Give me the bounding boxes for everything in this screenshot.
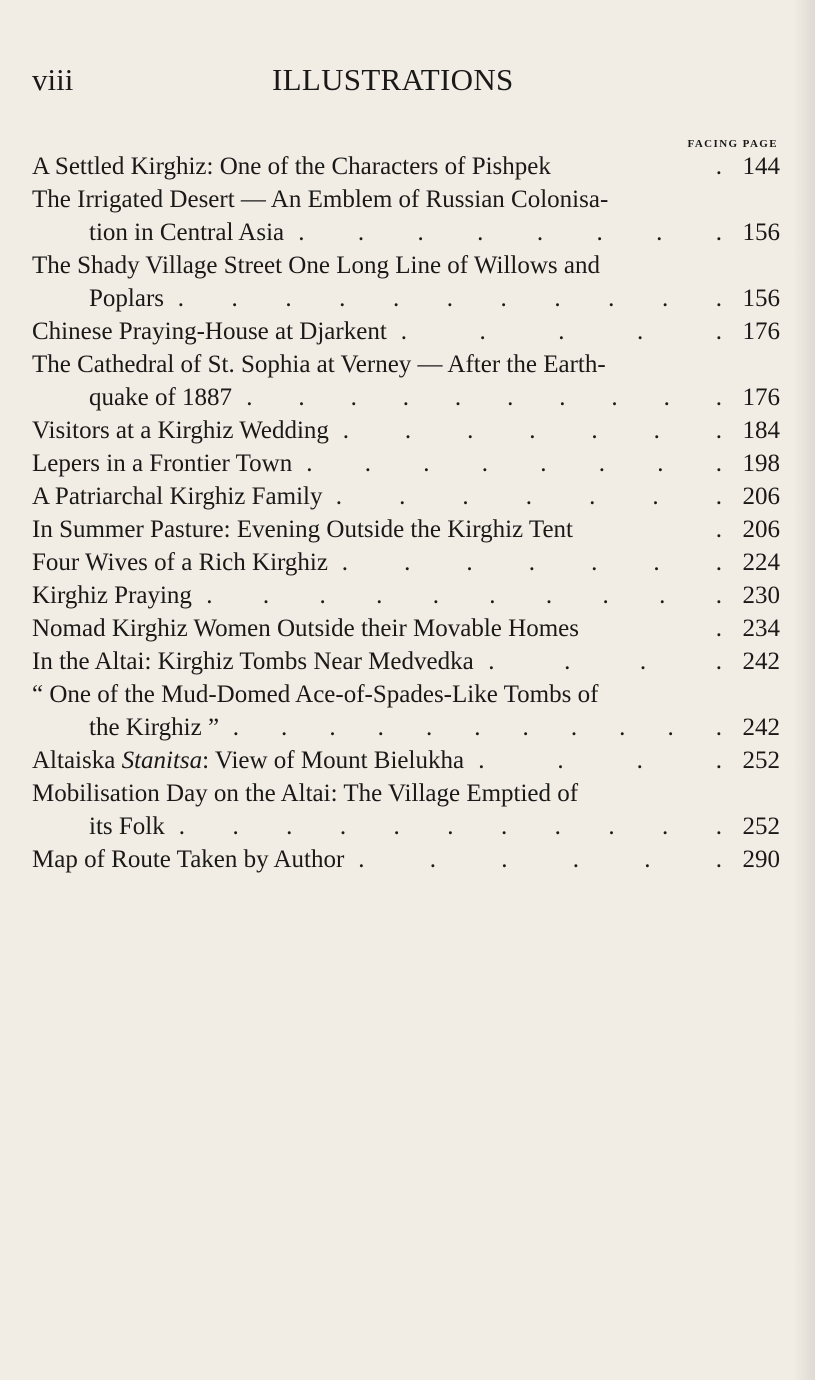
illustration-caption: quake of 1887 [89,384,233,411]
illustration-caption: Visitors at a Kirghiz Wedding [32,417,329,444]
illustration-caption: Chinese Praying-House at Djarkent [32,318,387,345]
page-reference: 176 [742,318,780,345]
page-reference: 242 [742,714,780,741]
dot-leader: . . . . . . . . . . . [232,714,722,741]
list-item [32,150,780,183]
illustration-caption: The Shady Village Street One Long Line of Willows and [32,252,600,279]
illustration-caption: The Cathedral of St. Sophia at Verney — After the Earth- [32,351,606,378]
page-reference: 206 [742,516,780,543]
list-item [32,348,780,381]
page-reference: 252 [742,813,780,840]
page-reference: 176 [742,384,780,411]
illustration-caption: In the Altai: Kirghiz Tombs Near Medvedka [32,648,474,675]
list-item [32,744,780,777]
page-reference: 206 [742,483,780,510]
page-reference: 156 [742,285,780,312]
illustration-caption: A Settled Kirghiz: One of the Characters of Pishpek [32,153,551,180]
page-reference: 290 [742,846,780,873]
dot-leader: . . . . . . . [335,483,722,510]
caption-text: : View of Mount Bielukha [202,747,465,774]
page-reference: 184 [742,417,780,444]
dot-leader: . [715,615,722,642]
dot-leader: . . . . . . . . [298,219,722,246]
dot-leader: . [715,153,722,180]
illustration-caption: Poplars [89,285,164,312]
dot-leader: . . . . . . . [341,549,722,576]
illustration-caption: The Irrigated Desert — An Emblem of Russian Colonisa- [32,186,609,213]
list-item [32,414,780,447]
list-item [32,645,780,678]
page-edge-shadow [793,0,815,1380]
dot-leader: . . . . . . [358,846,722,873]
list-item [32,612,780,645]
caption-text: Altaiska [32,747,122,774]
page-reference: 234 [742,615,780,642]
list-item [32,480,780,513]
list-item [32,777,780,810]
column-heading: FACING PAGE [687,138,778,150]
dot-leader: . . . . [478,747,722,774]
dot-leader: . . . . . . . . . . [206,582,722,609]
list-item-continuation [32,381,780,414]
illustration-caption: Nomad Kirghiz Women Outside their Movable Homes [32,615,579,642]
illustration-caption: “ One of the Mud-Domed Ace-of-Spades-Like Tombs of [32,681,599,708]
list-item [32,315,780,348]
dot-leader: . . . . . [400,318,722,345]
list-item [32,513,780,546]
dot-leader: . . . . . . . . . . [246,384,722,411]
list-item [32,447,780,480]
illustration-caption: its Folk [89,813,165,840]
illustration-caption: In Summer Pasture: Evening Outside the Kirghiz Tent [32,516,573,543]
list-item [32,183,780,216]
page-reference: 198 [742,450,780,477]
illustration-caption: tion in Central Asia [89,219,285,246]
dot-leader: . . . . . . . . [306,450,722,477]
illustration-caption: Lepers in a Frontier Town [32,450,293,477]
list-item-continuation [32,810,780,843]
page-reference: 156 [742,219,780,246]
list-item-continuation [32,711,780,744]
running-header [32,62,772,102]
dot-leader: . . . . . . . . . . . [177,285,722,312]
dot-leader: . [715,516,722,543]
list-item [32,678,780,711]
caption-italic-text: Stanitsa [121,747,203,774]
list-item [32,546,780,579]
list-item [32,579,780,612]
illustration-caption: Kirghiz Praying [32,582,192,609]
page-reference: 144 [742,153,780,180]
illustration-caption: A Patriarchal Kirghiz Family [32,483,323,510]
page-number: viii [32,62,74,97]
page-reference: 242 [742,648,780,675]
illustration-caption: Four Wives of a Rich Kirghiz [32,549,328,576]
illustration-caption [32,744,464,777]
dot-leader: . . . . . . . [342,417,722,444]
list-item-continuation [32,216,780,249]
illustrations-list [32,150,780,876]
list-item-continuation [32,282,780,315]
page-reference: 230 [742,582,780,609]
illustration-caption: the Kirghiz ” [89,714,220,741]
dot-leader: . . . . . . . . . . . [178,813,722,840]
running-title: ILLUSTRATIONS [272,62,514,97]
page-reference: 252 [742,747,780,774]
page-reference: 224 [742,549,780,576]
list-item [32,843,780,876]
list-item [32,249,780,282]
dot-leader: . . . . [488,648,722,675]
illustration-caption: Map of Route Taken by Author [32,846,345,873]
illustration-caption: Mobilisation Day on the Altai: The Village Emptied of [32,780,579,807]
